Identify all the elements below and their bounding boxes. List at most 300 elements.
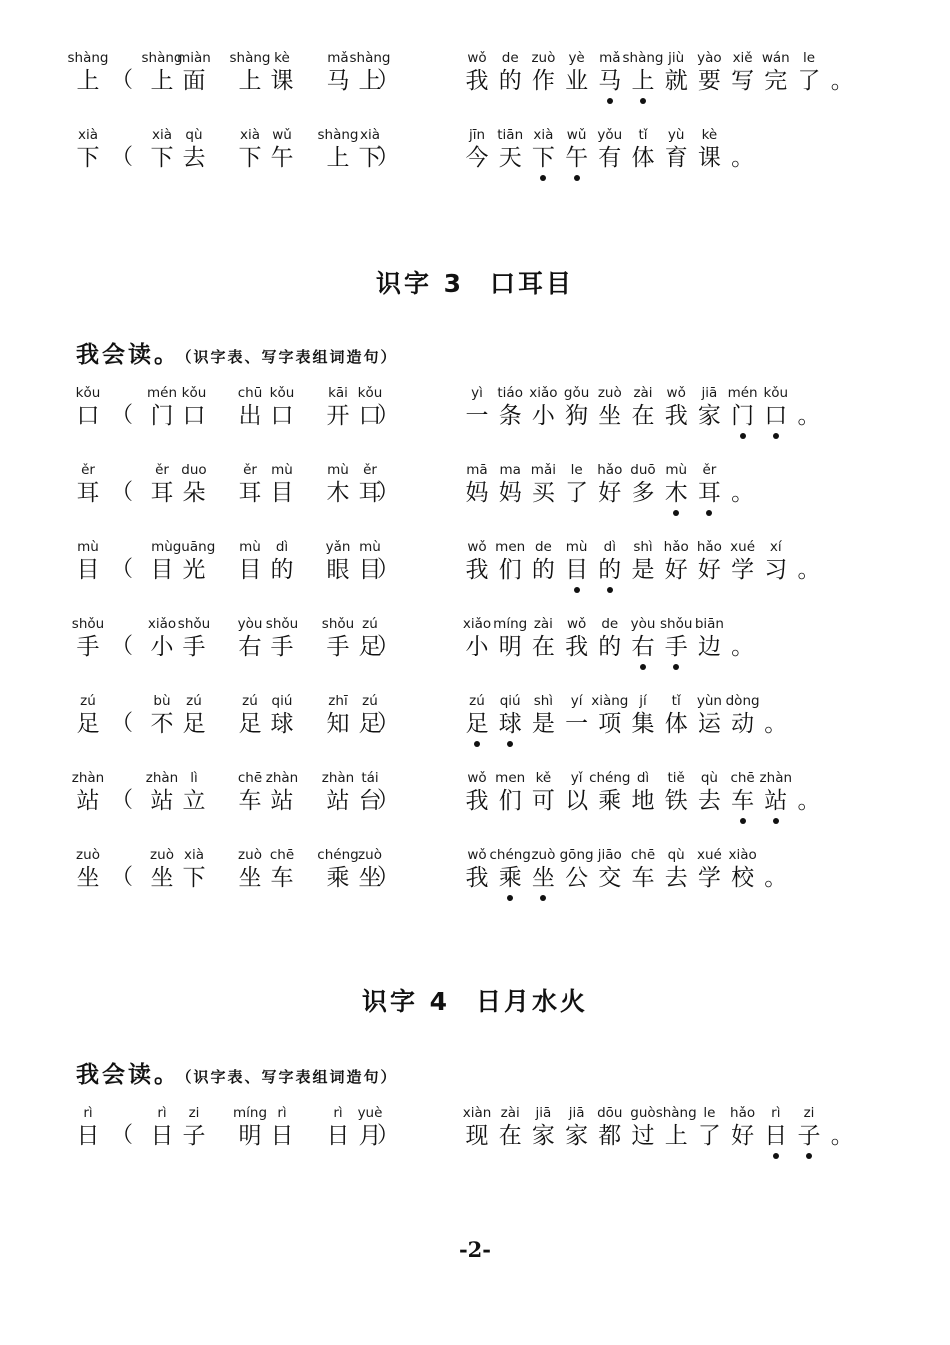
hanzi: 天 [498,145,522,171]
hanzi: 要 [697,68,721,94]
pinyin: mén [146,385,177,401]
pinyin: yì [471,385,483,401]
pinyin: rì [157,1105,167,1121]
hanzi: 台 [358,788,382,814]
hanzi: 了 [565,480,589,506]
pinyin: xià [533,127,554,143]
pinyin: kǒu [763,385,789,401]
hanzi: 去 [697,788,721,814]
hanzi: 。 [797,788,821,814]
pinyin: chē [237,770,263,786]
hanzi: 在 [498,1123,522,1149]
hanzi: 在 [631,403,655,429]
pinyin: xiě [732,50,753,66]
pinyin: yè [568,50,585,66]
pinyin: kǒu [75,385,101,401]
hanzi: 站 [76,788,100,814]
hanzi: 有 [598,145,622,171]
hanzi: 小 [531,403,555,429]
hanzi: 写 [731,68,755,94]
pinyin: xiàng [591,693,629,709]
hanzi: 下 [238,145,262,171]
open-paren: （ [110,711,133,736]
pinyin: kāi [328,385,348,401]
lesson-number: 识字 3 [375,269,465,298]
hanzi: 目 [76,557,100,583]
pinyin: zài [500,1105,520,1121]
pinyin: zú [242,693,258,709]
pinyin: men [495,770,526,786]
pinyin: mù [565,539,588,555]
hanzi: 球 [498,711,522,737]
hanzi: 的 [270,557,294,583]
emphasis-dot [507,895,513,901]
pinyin: de [534,539,552,555]
pinyin: yùn [696,693,722,709]
pinyin: mù [327,462,349,478]
pinyin: xué [696,847,722,863]
pinyin: wǒ [467,539,487,555]
pinyin: qù [185,127,203,143]
task-note: （识字表、写字表组词造句） [184,1068,398,1086]
character-row [0,693,950,753]
character-row [0,50,950,110]
pinyin: bù [153,693,171,709]
hanzi: 边 [697,634,721,660]
pinyin: qù [667,847,685,863]
hanzi: 都 [598,1123,622,1149]
hanzi: 的 [598,557,622,583]
hanzi: 动 [731,711,755,737]
task-heading [76,1056,398,1089]
pinyin: zhàn [71,770,105,786]
pinyin: xià [183,847,204,863]
pinyin: shì [633,539,653,555]
pinyin: zuò [531,847,556,863]
pinyin: zhī [328,693,348,709]
hanzi: 运 [697,711,721,737]
hanzi: 坐 [150,865,174,891]
open-paren: （ [110,480,133,505]
pinyin: zú [186,693,202,709]
hanzi: 地 [631,788,655,814]
hanzi: 手 [76,634,100,660]
character-row [0,385,950,445]
pinyin: tiě [667,770,685,786]
pinyin: zhàn [265,770,299,786]
hanzi: 。 [797,557,821,583]
pinyin: yǒu [597,127,623,143]
hanzi: 。 [731,634,755,660]
hanzi: 子 [182,1123,206,1149]
hanzi: 。 [830,68,854,94]
hanzi: 日 [150,1123,174,1149]
pinyin: míng [232,1105,268,1121]
hanzi: 足 [238,711,262,737]
hanzi: 完 [764,68,788,94]
pinyin: dòng [725,693,760,709]
hanzi: 口 [358,403,382,429]
pinyin: wǔ [566,127,587,143]
pinyin: chē [269,847,295,863]
pinyin: ěr [243,462,257,478]
pinyin: mǎ [599,50,621,66]
hanzi: 坐 [76,865,100,891]
hanzi: 午 [270,145,294,171]
hanzi: 课 [270,68,294,94]
pinyin: duō [630,462,656,478]
pinyin: shàng [655,1105,697,1121]
hanzi: 。 [764,711,788,737]
hanzi: 口 [182,403,206,429]
pinyin: rì [333,1105,343,1121]
pinyin: yí [570,693,583,709]
hanzi: 木 [326,480,350,506]
hanzi: 出 [238,403,262,429]
hanzi: 育 [664,145,688,171]
pinyin: jiù [668,50,685,66]
hanzi: 以 [565,788,589,814]
pinyin: kè [701,127,718,143]
pinyin: chē [730,770,755,786]
hanzi: 马 [598,68,622,94]
hanzi: 项 [598,711,622,737]
hanzi: 买 [531,480,555,506]
pinyin: zài [533,616,553,632]
hanzi: 日 [764,1123,788,1149]
pinyin: wán [761,50,790,66]
hanzi: 手 [270,634,294,660]
emphasis-dot [607,98,613,104]
hanzi: 好 [598,480,622,506]
hanzi: 门 [150,403,174,429]
hanzi: 月 [358,1123,382,1149]
pinyin: ěr [363,462,377,478]
hanzi: 上 [238,68,262,94]
hanzi: 耳 [76,480,100,506]
hanzi: 开 [326,403,350,429]
hanzi: 马 [326,68,350,94]
pinyin: xiǎo [462,616,492,632]
pinyin: yù [667,127,685,143]
hanzi: 妈 [498,480,522,506]
hanzi: 右 [238,634,262,660]
hanzi: 足 [182,711,206,737]
hanzi: 足 [465,711,489,737]
pinyin: dōu [597,1105,623,1121]
hanzi: 日 [326,1123,350,1149]
pinyin: le [703,1105,716,1121]
character-row [0,462,950,522]
pinyin: zuò [76,847,100,863]
pinyin: yǐ [570,770,583,786]
pinyin: shàng [67,50,109,66]
pinyin: mǎi [530,462,556,478]
hanzi: 狗 [565,403,589,429]
pinyin: mù [151,539,173,555]
pinyin: jiā [568,1105,585,1121]
hanzi: 日 [76,1123,100,1149]
pinyin: jiāo [597,847,622,863]
hanzi: 家 [697,403,721,429]
hanzi: 午 [565,145,589,171]
hanzi: 坐 [358,865,382,891]
hanzi: 手 [326,634,350,660]
pinyin: jí [639,693,647,709]
hanzi: 坐 [238,865,262,891]
pinyin: chéng [589,770,631,786]
hanzi: 一 [465,403,489,429]
hanzi: 站 [270,788,294,814]
hanzi: 。 [830,1123,854,1149]
emphasis-dot [706,510,712,516]
hanzi: 我 [565,634,589,660]
hanzi: 我 [465,788,489,814]
pinyin: kǒu [181,385,207,401]
pinyin: shǒu [71,616,105,632]
hanzi: 集 [631,711,655,737]
hanzi: 业 [565,68,589,94]
pinyin: xià [151,127,172,143]
pinyin: mù [239,539,261,555]
hanzi: 明 [238,1123,262,1149]
pinyin: gōng [559,847,594,863]
pinyin: shǒu [177,616,211,632]
hanzi: 乘 [498,865,522,891]
character-row [0,127,950,187]
emphasis-dot [540,175,546,181]
pinyin: shì [533,693,554,709]
hanzi: 子 [797,1123,821,1149]
close-paren: ） [376,788,399,813]
hanzi: 木 [664,480,688,506]
close-paren: ） [376,403,399,428]
pinyin: xué [730,539,756,555]
pinyin: wǒ [666,385,686,401]
hanzi: 今 [465,145,489,171]
hanzi: 上 [76,68,100,94]
hanzi: 乘 [598,788,622,814]
pinyin: dì [275,539,289,555]
hanzi: 铁 [664,788,688,814]
pinyin: mù [77,539,99,555]
pinyin: duo [181,462,207,478]
emphasis-dot [673,664,679,670]
pinyin: zài [633,385,653,401]
hanzi: 足 [358,711,382,737]
hanzi: 下 [182,865,206,891]
pinyin: de [501,50,519,66]
hanzi: 好 [697,557,721,583]
pinyin: zi [803,1105,815,1121]
pinyin: xiào [728,847,757,863]
task-title: 我会读。 [76,1061,180,1088]
pinyin: shàng [229,50,271,66]
pinyin: dì [603,539,616,555]
emphasis-dot [507,741,513,747]
hanzi: 妈 [465,480,489,506]
pinyin: tái [361,770,379,786]
pinyin: kǒu [269,385,295,401]
hanzi: 。 [731,480,755,506]
pinyin: chéng [317,847,359,863]
pinyin: zhàn [759,770,793,786]
hanzi: 坐 [598,403,622,429]
pinyin: shàng [622,50,664,66]
pinyin: rì [83,1105,93,1121]
pinyin: zuò [150,847,174,863]
open-paren: （ [110,145,133,170]
pinyin: biān [694,616,724,632]
hanzi: 目 [150,557,174,583]
character-row [0,616,950,676]
page-number: -2- [458,1237,492,1262]
pinyin: xià [359,127,380,143]
pinyin: zú [469,693,485,709]
character-row [0,847,950,907]
hanzi: 课 [697,145,721,171]
hanzi: 学 [697,865,721,891]
hanzi: 车 [731,788,755,814]
pinyin: hǎo [696,539,722,555]
pinyin: zhàn [145,770,179,786]
hanzi: 是 [631,557,655,583]
hanzi: 下 [531,145,555,171]
pinyin: shàng [317,127,359,143]
close-paren: ） [376,634,399,659]
hanzi: 下 [76,145,100,171]
pinyin: mǎ [327,50,349,66]
pinyin: zú [80,693,96,709]
pinyin: shǒu [265,616,299,632]
hanzi: 的 [531,557,555,583]
pinyin: miàn [177,50,211,66]
open-paren: （ [110,788,133,813]
emphasis-dot [740,818,746,824]
emphasis-dot [474,741,480,747]
pinyin: xiàn [462,1105,492,1121]
pinyin: kǒu [357,385,383,401]
emphasis-dot [806,1153,812,1159]
hanzi: 球 [270,711,294,737]
pinyin: kè [274,50,290,66]
pinyin: mén [727,385,758,401]
pinyin: yào [697,50,722,66]
hanzi: 。 [731,145,755,171]
pinyin: xiǎo [529,385,558,401]
hanzi: 作 [531,68,555,94]
hanzi: 交 [598,865,622,891]
pinyin: de [601,616,619,632]
open-paren: （ [110,634,133,659]
hanzi: 右 [631,634,655,660]
pinyin: shǒu [321,616,355,632]
hanzi: 车 [270,865,294,891]
hanzi: 上 [358,68,382,94]
hanzi: 上 [326,145,350,171]
lesson-title [0,264,950,300]
pinyin: jiā [701,385,718,401]
hanzi: 上 [631,68,655,94]
emphasis-dot [773,1153,779,1159]
pinyin: shàng [349,50,391,66]
hanzi: 耳 [697,480,721,506]
emphasis-dot [640,664,646,670]
emphasis-dot [773,433,779,439]
pinyin: gǒu [563,385,590,401]
pinyin: qiú [499,693,521,709]
lesson-name: 日月水火 [476,987,589,1016]
hanzi: 目 [358,557,382,583]
pinyin: tǐ [671,693,681,709]
pinyin: zuò [358,847,382,863]
pinyin: hǎo [597,462,623,478]
close-paren: ） [376,711,399,736]
pinyin: zuò [597,385,622,401]
pinyin: le [570,462,583,478]
hanzi: 朵 [182,480,206,506]
pinyin: hǎo [730,1105,756,1121]
hanzi: 校 [731,865,755,891]
pinyin: ěr [81,462,95,478]
pinyin: xí [769,539,782,555]
pinyin: mù [271,462,293,478]
pinyin: zhàn [321,770,355,786]
hanzi: 体 [664,711,688,737]
hanzi: 手 [182,634,206,660]
hanzi: 现 [465,1123,489,1149]
hanzi: 知 [326,711,350,737]
pinyin: wǒ [467,770,487,786]
hanzi: 好 [731,1123,755,1149]
pinyin: yòu [630,616,656,632]
pinyin: ěr [702,462,717,478]
hanzi: 小 [150,634,174,660]
pinyin: xià [77,127,98,143]
hanzi: 车 [238,788,262,814]
hanzi: 家 [531,1123,555,1149]
hanzi: 过 [631,1123,655,1149]
hanzi: 了 [797,68,821,94]
hanzi: 口 [270,403,294,429]
pinyin: wǒ [566,616,587,632]
hanzi: 了 [697,1123,721,1149]
pinyin: zi [188,1105,200,1121]
pinyin: shǒu [659,616,693,632]
hanzi: 上 [664,1123,688,1149]
hanzi: 站 [326,788,350,814]
hanzi: 去 [664,865,688,891]
hanzi: 目 [565,557,589,583]
hanzi: 在 [531,634,555,660]
pinyin: chū [237,385,263,401]
hanzi: 门 [731,403,755,429]
hanzi: 公 [565,865,589,891]
pinyin: lì [190,770,198,786]
task-note: （识字表、写字表组词造句） [184,348,398,366]
hanzi: 的 [598,634,622,660]
pinyin: yuè [357,1105,383,1121]
close-paren: ） [376,68,399,93]
pinyin: tiáo [497,385,523,401]
hanzi: 上 [150,68,174,94]
pinyin: tiān [497,127,524,143]
lesson-name: 口耳目 [490,269,575,298]
emphasis-dot [574,175,580,181]
pinyin: rì [771,1105,781,1121]
open-paren: （ [110,865,133,890]
hanzi: 车 [631,865,655,891]
